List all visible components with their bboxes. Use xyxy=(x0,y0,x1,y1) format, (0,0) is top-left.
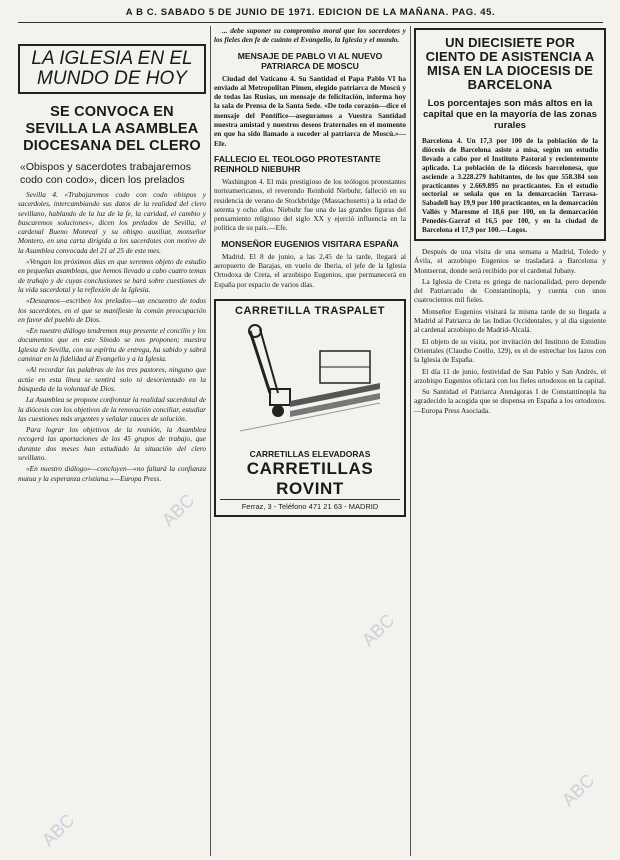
article-headline: SE CONVOCA EN SEVILLA LA ASAMBLEA DIOCESANA DEL CLERO xyxy=(23,104,201,154)
paragraph: Monseñor Eugenios visitará la misma tarde de su llegada a Madrid al Patriarca de las Indias Occidentales, y al día siguiente al cardenal arzobispo de Madrid-Alcalá. xyxy=(414,306,606,335)
column-divider xyxy=(410,26,411,856)
pallet-truck-icon xyxy=(220,323,396,443)
paragraph: Sevilla 4. «Trabajaremos codo con codo obispos y sacerdotes, intercambiando sus datos de la realidad del clero sevillano, hablando de la luz de la fe, la caridad, el cambio y buscaremos soluciones», dicen los prelados de Sevilla, el cardenal Bueno Monreal y su obispo auxiliar, monseñor Montero, en una carta dirigida a los sacerdotes con motivo de la Asamblea convocada del 21 al 25 de este mes. xyxy=(18,190,206,255)
paragraph: Washington 4. El más prestigioso de los teólogos protestantes norteamericanos, el reverendo Reinhold Niebuhr, falleció en su residencia de verano de Stockbridge (Massachusetts) a la edad de setenta y ocho años. Niebuhr fue una de las grandes figuras del pensamiento religioso del siglo XX y ejerció influencia en la política de su país.—Efe. xyxy=(214,176,406,233)
column-divider xyxy=(210,26,211,856)
paragraph: Madrid. El 8 de junio, a las 2,45 de la tarde, llegará al aeropuerto de Barajas, en vuelo de Iberia, el jefe de la Iglesia Ortodoxa de Creta, el arzobispo Eugenios, que permanecerá en España por espacio de varios días. xyxy=(214,251,406,289)
page-header: A B C. SABADO 5 DE JUNIO DE 1971. EDICION DE LA MAÑANA. PAG. 45. xyxy=(18,4,603,23)
boxed-article xyxy=(414,28,606,241)
ad-caption: CARRETILLAS ELEVADORAS xyxy=(249,448,371,459)
article-headline: MENSAJE DE PABLO VI AL NUEVO PATRIARCA DE MOSCU xyxy=(237,50,383,71)
paragraph: «Vengan los próximos días en que seremos objeto de estudio en pequeñas asambleas, que hemos llevado a cabo cuatro temas de trabajo y de cuyas conclusiones se hará sobre cuestiones de la vida sacerdotal y la reflexión de la Iglesia. xyxy=(18,257,206,294)
advertisement xyxy=(214,299,406,517)
paragraph: El día 11 de junio, festividad de San Pablo y San Andrés, el arzobispo Eugenios oficiará con los fieles ortodoxos en la capital. xyxy=(414,366,606,385)
paragraph: La Iglesia de Creta es griega de nacionalidad, pero depende del Patriarcado de Constantinopla, y cuenta con unos cuatrocientos mil fieles. xyxy=(414,276,606,305)
article-headline: FALLECIO EL TEOLOGO PROTESTANTE REINHOLD NIEBUHR xyxy=(214,153,381,174)
paragraph: «En nuestro diálogo»—concluyen—«no faltará la confianza mutua y la esperanza cristiana.»—Europa Press. xyxy=(18,464,206,483)
paragraph: Para lograr los objetivos de la reunión, la Asamblea recogerá las aportaciones de los 45 grupos de trabajo, que durante dos meses han estudiado la situación del clero sevillano. xyxy=(18,425,206,463)
ad-address: Ferraz, 3 - Teléfono 471 21 63 - MADRID xyxy=(220,499,400,511)
column-left xyxy=(18,26,206,856)
article-headline: MONSEÑOR EUGENIOS VISITARA ESPAÑA xyxy=(221,238,399,249)
ad-title: CARRETILLA TRASPALET xyxy=(234,304,386,317)
paragraph: Ciudad del Vaticano 4. Su Santidad el Papa Pablo VI ha enviado al Metropolitan Pimen, elegido patriarca de Moscú y de todas las Rusias, un mensaje de felicitación, informa hoy la sala de Prensa de la Santa Sede. «De todo corazón—dice el mensaje del Pontífice—aseguramos a Vuestra Santidad nuestra amistad y nuestros deseos fraternales en el momento en que ha sido llamado a suceder al patriarca de Moscú.»—Efe. xyxy=(214,73,406,148)
column-right xyxy=(414,26,606,856)
watermark: ABC xyxy=(557,769,599,811)
ad-brand: CARRETILLAS ROVINT xyxy=(246,458,374,498)
paragraph: «En nuestro diálogo tendremos muy presente el concilio y los documentos que en este Sínodo se nos proponen; nuestra Iglesia de Sevilla, con su espíritu de entrega, ha sabido y sabrá caminar en la fidelidad al Evangelio y a la Iglesia. xyxy=(18,326,206,364)
paragraph: El objeto de su visita, por invitación del Instituto de Estudios Orientales (Claudio Coello, 129), es el de estrechar los lazos con la Iglesia de España. xyxy=(414,336,606,365)
paragraph: Su Santidad el Patriarca Atenágoras I de Constantinopla ha agradecido la acogida que se dispensa en España a los ortodoxos.—Europa Press Asociada. xyxy=(414,387,606,415)
watermark: ABC xyxy=(157,489,199,531)
intro-paragraph: ... debe suponer su compromiso moral que los sacerdotes y los fieles den fe de cuánto el Evangelio, la Iglesia y el mundo. xyxy=(214,26,406,45)
watermark: ABC xyxy=(37,809,79,851)
boxed-text: Barcelona 4. Un 17,3 por 100 de la población de la diócesis de Barcelona asiste a misa, según un estudio llevado a cabo por el Instituto Pastoral y recientemente aplicado. La población de la diócesis barcelonesa, que asciende a 3.228.279 habitantes, de los que 558.384 son practicantes y 2.669.895 no practicantes. En el estudio sectorial se señala que en la demarcación Tarrasa-Sabadell hay 19,9 por 100 practicantes, en la demarcación Vallés y Maresme el 18,6 por 100, en la demarcación Penedés-Garraf el 16,5 por 100, y en la ciudad de Barcelona el 17,9 por 100.—Logos. xyxy=(422,137,598,235)
article-subhead: «Obispos y sacerdotes trabajaremos codo con codo», dicen los prelados xyxy=(20,161,191,186)
boxed-headline: UN DIECISIETE POR CIENTO DE ASISTENCIA A MISA EN LA DIOCESIS DE BARCELONA xyxy=(425,35,595,92)
watermark: ABC xyxy=(357,609,399,651)
paragraph: «Al recordar las palabras de los tres pastores, ninguno que actúe en esta línea se sentirá solo ni desorientado en la búsqueda de la voluntad de Dios. xyxy=(18,365,206,393)
boxed-subhead: Los porcentajes son más altos en la capital que en la mayoría de las zonas rurales xyxy=(423,98,597,131)
column-middle xyxy=(214,26,406,856)
paragraph: La Asamblea se propone confrontar la realidad sacerdotal de la diócesis con los objetivos de la renovación conciliar, estudiar las cuestiones más urgentes y señalar cauces de solución. xyxy=(18,395,206,423)
section-title: LA IGLESIA EN EL MUNDO DE HOY xyxy=(18,44,206,94)
paragraph: «Deseamos—escriben los prelados—un encuentro de todos los sacerdotes, en el que se manifieste la común preocupación en favor del pueblo de Dios. xyxy=(18,296,206,324)
ad-illustration xyxy=(220,323,400,443)
paragraph: Después de una visita de una semana a Madrid, Toledo y Ávila, el arzobispo Eugenios se trasladará a Barcelona y Montserrat, donde será recibido por el cardenal Jubany. xyxy=(414,246,606,275)
